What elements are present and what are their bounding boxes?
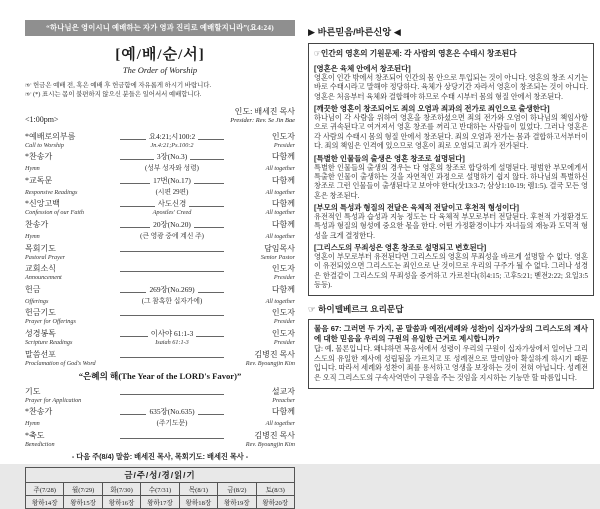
item-center <box>118 284 226 295</box>
line-filler <box>120 158 154 160</box>
line-filler <box>190 158 224 160</box>
reading-day-cell: 금(8/2) <box>218 482 256 495</box>
notes <box>25 81 295 100</box>
line-filler <box>120 291 146 293</box>
item-person-en: All together <box>265 420 295 428</box>
item-person-kr: 인도자 <box>271 264 295 274</box>
item-label-kr: 헌금기도 <box>25 308 56 318</box>
item-label-en: Call to Worship <box>25 141 64 149</box>
item-person-kr: 김병진 목사 <box>254 430 295 440</box>
item-person-kr: 다함께 <box>271 199 295 209</box>
reading-passage-cell: 왕하20장 <box>256 495 294 508</box>
line-filler <box>198 291 224 293</box>
worship-item-line2 <box>25 186 295 196</box>
worship-item <box>25 406 295 427</box>
item-label-en: Responsive Readings <box>25 188 78 196</box>
item-center <box>118 266 226 274</box>
item-center-sub: (큰 영광 중에 계신 주) <box>140 232 204 240</box>
line-filler <box>120 182 150 184</box>
worship-item <box>25 307 295 325</box>
item-label-kr: *신앙고백 <box>25 199 60 209</box>
item-center-sub: (시편 29편) <box>155 188 189 196</box>
worship-item-line1 <box>25 175 295 186</box>
faith-sections <box>314 63 588 290</box>
line-filler <box>189 205 224 207</box>
item-person-kr: 인도자 <box>271 308 295 318</box>
faith-section-title: ▶ 바른믿음/바른신앙 ◀ <box>308 27 401 37</box>
item-label-en: Prayer for Offerings <box>25 318 76 326</box>
faith-section-header: [특별한 인물들의 출생은 영혼 창조로 설명된다] <box>314 153 465 163</box>
reading-day-cell: 목(8/1) <box>179 482 217 495</box>
item-label-kr: *축도 <box>25 430 45 440</box>
worship-item-line1 <box>25 243 295 254</box>
worship-item <box>25 219 295 240</box>
faith-section-header: [부모의 특성과 형질의 전달은 육체적 전달이고 후천적 형성이다] <box>314 202 519 212</box>
item-label-kr: 교회소식 <box>25 264 56 274</box>
worship-item-line2 <box>25 295 295 305</box>
item-person-en: All together <box>265 188 295 196</box>
service-time: <1:00pm> <box>25 114 59 124</box>
item-person-kr: 다함께 <box>271 407 295 417</box>
item-center-sub: (그 참혹한 십자가에) <box>141 297 203 305</box>
item-label-en: Benediction <box>25 440 55 448</box>
item-label-en: Pastoral Prayer <box>25 253 66 261</box>
item-center <box>118 151 226 162</box>
item-label-kr: *예배로의부름 <box>25 131 76 141</box>
faith-column <box>308 24 594 389</box>
line-filler <box>120 138 146 140</box>
item-center-text: 사도신경 <box>157 199 187 209</box>
item-center <box>118 198 226 209</box>
reading-day-cell: 토(8/3) <box>256 482 294 495</box>
worship-item-line2 <box>25 397 295 404</box>
presider-name-en: Presider: Rev. Se Jin Bae <box>230 116 295 124</box>
worship-item <box>25 430 295 448</box>
worship-item-line2 <box>25 142 295 149</box>
item-person-en: Rev. Byoungjin Kim <box>245 359 295 367</box>
item-person-kr: 다함께 <box>271 152 295 162</box>
worship-item-line1 <box>25 386 295 397</box>
worship-item-line2 <box>25 254 295 261</box>
faith-box-title: ☞인간의 영혼의 기원문제: 각 사람의 영혼은 수태시 창조된다 <box>314 49 517 58</box>
line-filler <box>120 393 224 395</box>
item-label-en: Hymn <box>25 420 40 428</box>
worship-item-line1 <box>25 349 295 360</box>
worship-item-line2 <box>25 209 295 216</box>
worship-item-line2 <box>25 441 295 448</box>
reading-day-cell: 화(7/30) <box>102 482 140 495</box>
line-filler <box>198 413 224 415</box>
worship-item-line2 <box>25 230 295 240</box>
item-person-en: Rev. Byoungjin Kim <box>245 440 295 448</box>
item-label-en: Offerings <box>25 297 49 305</box>
reading-day-cell: 월(7/29) <box>64 482 102 495</box>
item-person-en: All together <box>265 209 295 217</box>
next-week-note: - 다음 주(8/4) 말씀: 배세진 목사, 목회기도: 배세진 목사 - <box>71 451 249 461</box>
reading-passage-cell: 왕하17장 <box>141 495 179 508</box>
line-filler <box>120 205 155 207</box>
sermon-title: “은혜의 해(The Year of the LORD's Favor)” <box>78 370 242 381</box>
reading-passage-cell: 왕하19장 <box>218 495 256 508</box>
item-label-kr: 헌금 <box>25 284 41 294</box>
item-label-en: Hymn <box>25 165 40 173</box>
item-label-kr: 성경봉독 <box>25 328 56 338</box>
presider-name-kr: 인도: 배세진 목사 <box>234 106 295 116</box>
item-person-en: All together <box>265 165 295 173</box>
worship-item <box>25 243 295 261</box>
worship-item-line2 <box>25 417 295 427</box>
faith-section-header: [깨끗한 영혼이 창조되어도 죄의 오염과 죄과의 전가로 죄인으로 출생한다] <box>314 104 550 114</box>
item-person-kr: 담임목사 <box>264 243 295 253</box>
worship-item-line2 <box>25 339 295 346</box>
worship-item-list <box>25 131 295 448</box>
line-filler <box>120 314 224 316</box>
faith-section-body: 영혼이 인간 밖에서 창조되어 인간의 몸 안으로 투입되는 것이 아니다. 영혼의 창조 시기는 바로 수태시라고 말해야 정당하다. 육체가 상당기간 자라서 영혼이 창조되는 것이 아니다. 영혼은 처음부터 육체와 결합해야 하므로 수태 시부터 몸의 형질 안에서 창조된다. <box>314 74 588 101</box>
worship-item <box>25 198 295 216</box>
reading-passage-cell: 왕하15장 <box>64 495 102 508</box>
faith-section-body: 특별한 인물들의 출생의 경우는 다 영혼의 창조로 합당하게 설명된다. 평범한 부모에게서 특출한 인물이 출생하는 것을 자연적인 과정으로 설명하기 쉽지 않다. 하나님의 특별하신 창조로 그런 인물들이 출생된다고 보아야 한다(삿13:3-7; 삼상1:10-19; 렘1:5). 결국 모든 영혼은 창조된다. <box>314 163 588 200</box>
item-label-kr: 기도 <box>25 386 41 396</box>
worship-item-line1 <box>25 284 295 295</box>
item-center <box>118 175 226 186</box>
faith-section-header: [그리스도의 무죄성은 영혼 창조로 설명되고 변호된다] <box>314 243 487 253</box>
item-label-en: Prayer for Application <box>25 396 82 404</box>
item-center <box>118 219 226 230</box>
catechism-label: ☞ 하이델베르크 요리문답 <box>308 304 404 315</box>
note-offering: ☞ 헌금은 예배 전, 혹은 예배 후 헌금함에 자유롭게 하시기 바랍니다. <box>25 82 212 89</box>
item-person-kr: 인도자 <box>271 328 295 338</box>
worship-item-line1 <box>25 430 295 441</box>
order-of-worship-column <box>25 20 295 509</box>
item-center-text: 요4:21;시100:2 <box>148 131 196 141</box>
line-filler <box>194 226 224 228</box>
worship-item <box>25 131 295 149</box>
scripture-banner: “하나님은 영이시니 예배하는 자가 영과 진리로 예배할지니라”(요4:24) <box>25 20 295 36</box>
item-person-en: Presider <box>273 318 295 326</box>
item-center-text: 20장(No.20) <box>153 219 191 229</box>
faith-box <box>308 43 594 296</box>
item-center <box>118 389 226 397</box>
faith-section-body: 하나님이 각 사람을 위하여 영혼을 창조하셨으면 죄의 전가와 오염이 하나님의 책임사항으로 귀속된다고 여겨져서 영혼 창조를 꺼리고 반대하는 사람들이 있었다. 그러나 영혼은 각 사람의 수태시 몸의 형질 안에서 창조된다. 죄의 오염과 전가는 몸과 결합하고서부터이다. 죄의 책임은 인격에 있으므로 영혼이 죄로 오염되고 죄가 전가된다. <box>314 114 588 151</box>
item-center <box>118 433 226 441</box>
worship-item <box>25 284 295 305</box>
item-label-kr: 찬송가 <box>25 219 49 229</box>
page-title: [예/배/순/서] <box>115 47 205 63</box>
item-center <box>118 406 226 417</box>
item-center-sub: Apostles' Creed <box>152 209 192 217</box>
item-person-en: Presider <box>273 338 295 346</box>
worship-item-line2 <box>25 274 295 281</box>
reading-day-cell: 수(7/31) <box>141 482 179 495</box>
catechism-question: 물음 67: 그러면 두 가지, 곧 말씀과 예전(세례와 성찬)이 십자가상의 그리스도의 제사에 대한 믿음을 우리의 구원의 유일한 근거로 제시합니까? <box>314 324 588 344</box>
faith-section-body: 유전적인 특성과 습성과 지능 정도는 다 육체적 부모로부터 전달된다. 후천적 가정환경도 특성과 형질의 형성에 중요한 몫을 한다. 어떤 가정환경이냐가 자녀들의 재능과 도덕적 형성을 크게 결정한다. <box>314 212 588 240</box>
worship-item-line1 <box>25 198 295 209</box>
item-label-en: Announcement <box>25 274 62 282</box>
catechism-box <box>308 319 594 389</box>
item-center-text: 3장(No.3) <box>156 152 188 162</box>
item-center-text: 17번(No.17) <box>153 175 191 185</box>
worship-item-line1 <box>25 219 295 230</box>
line-filler <box>120 356 224 358</box>
worship-item <box>25 175 295 196</box>
item-center <box>118 352 226 360</box>
item-person-kr: 다함께 <box>271 284 295 294</box>
time-row <box>25 106 295 124</box>
worship-item <box>25 263 295 281</box>
item-center-sub: Isaiah 61:1-3 <box>155 338 189 346</box>
item-label-kr: 목회기도 <box>25 243 56 253</box>
reading-passage-cell: 왕하18장 <box>179 495 217 508</box>
item-center <box>118 328 226 339</box>
worship-item <box>25 349 295 367</box>
item-label-en: Proclamation of God's Word <box>25 359 96 367</box>
worship-item-line1 <box>25 406 295 417</box>
worship-item-line1 <box>25 263 295 274</box>
line-filler <box>120 335 148 337</box>
item-center-sub: (성부 성자와 성령) <box>145 165 199 173</box>
item-label-en: Hymn <box>25 232 40 240</box>
worship-item <box>25 328 295 346</box>
note-standing: ☞ (*) 표시는 몸이 불편하지 않으신 분들은 일어서서 예배합니다. <box>25 91 202 99</box>
item-label-kr: 말씀선포 <box>25 349 56 359</box>
worship-item-line1 <box>25 328 295 339</box>
line-filler <box>194 182 224 184</box>
presider-block <box>230 106 295 124</box>
worship-item-line2 <box>25 318 295 325</box>
worship-item-line1 <box>25 307 295 318</box>
line-filler <box>120 437 224 439</box>
catechism-answer: 답: 예, 물론입니다. 왜냐하면 복음서에서 성령이 우리의 구원이 십자가상에서 일어난 그리스도의 유일한 제사에 성립됨을 가르치고 또 성례전으로 말미암아 확실하게 하시기 때문입니다. 따라서 세례와 성찬이 죄를 용서하고 영생을 보장하는 것이 전혀 아닙니다. 성례전은 오직 그리스도의 구속사역만이 구원을 주는 것임을 지시하는 기능만 할 따름입니다. <box>314 345 588 382</box>
line-filler <box>120 226 150 228</box>
page-subtitle: The Order of Worship <box>122 65 198 75</box>
item-center <box>118 246 226 254</box>
line-filler <box>120 250 224 252</box>
item-person-kr: 다함께 <box>271 175 295 185</box>
item-person-en: Presider <box>273 141 295 149</box>
item-person-kr: 김병진 목사 <box>254 349 295 359</box>
item-center-sub: (주기도문) <box>156 420 188 428</box>
item-person-en: Senior Pastor <box>260 253 295 261</box>
item-person-en: All together <box>265 297 295 305</box>
item-label-kr: *교독문 <box>25 175 53 185</box>
weekly-bible-reading-table <box>25 467 295 509</box>
item-label-kr: *찬송가 <box>25 152 53 162</box>
worship-item <box>25 386 295 404</box>
item-person-en: All together <box>265 232 295 240</box>
worship-item-line1 <box>25 151 295 162</box>
item-person-kr: 설교자 <box>271 386 295 396</box>
item-person-kr: 인도자 <box>271 131 295 141</box>
item-label-en: Scripture Readings <box>25 338 73 346</box>
item-person-en: Preacher <box>272 396 295 404</box>
item-label-kr: *찬송가 <box>25 407 53 417</box>
reading-day-cell: 주(7/28) <box>26 482 64 495</box>
line-filler <box>120 270 224 272</box>
faith-section-body: 영혼이 부모로부터 유전된다면 그리스도의 영혼의 무죄성을 바르게 설명할 수 없다. 영혼이 유전되었으면 그리스도는 죄인으로 난 것이므로 우리의 구주가 될 수 없다. 그러나 성경은 한결같이 그리스도의 무죄성을 증거하고 가르친다(히4:15; 고후5:21; 벧전2:22; 요일3:5 등등). <box>314 253 588 290</box>
worship-item <box>25 151 295 172</box>
item-center-sub: Jn.4:21;Ps.100:2 <box>150 141 194 149</box>
reading-passage-cell: 왕하14장 <box>26 495 64 508</box>
worship-item-line2 <box>25 360 295 367</box>
item-label-en: Confession of our Faith <box>25 209 84 217</box>
line-filler <box>196 335 224 337</box>
faith-section-header: [영혼은 육체 안에서 창조된다] <box>314 64 411 73</box>
item-center <box>118 310 226 318</box>
item-person-en: Presider <box>273 274 295 282</box>
item-center-text: 269장(No.269) <box>149 284 195 294</box>
worship-item-line2 <box>25 162 295 172</box>
item-center-text: 이사야 61:1-3 <box>150 328 194 338</box>
reading-table-title: 금/주/성/경/읽/기 <box>26 467 295 482</box>
line-filler <box>198 138 224 140</box>
line-filler <box>120 413 146 415</box>
item-center <box>118 131 226 142</box>
reading-passage-cell: 왕하16장 <box>102 495 140 508</box>
worship-item-line1 <box>25 131 295 142</box>
item-person-kr: 다함께 <box>271 219 295 229</box>
item-center-text: 635장(No.635) <box>149 407 195 417</box>
